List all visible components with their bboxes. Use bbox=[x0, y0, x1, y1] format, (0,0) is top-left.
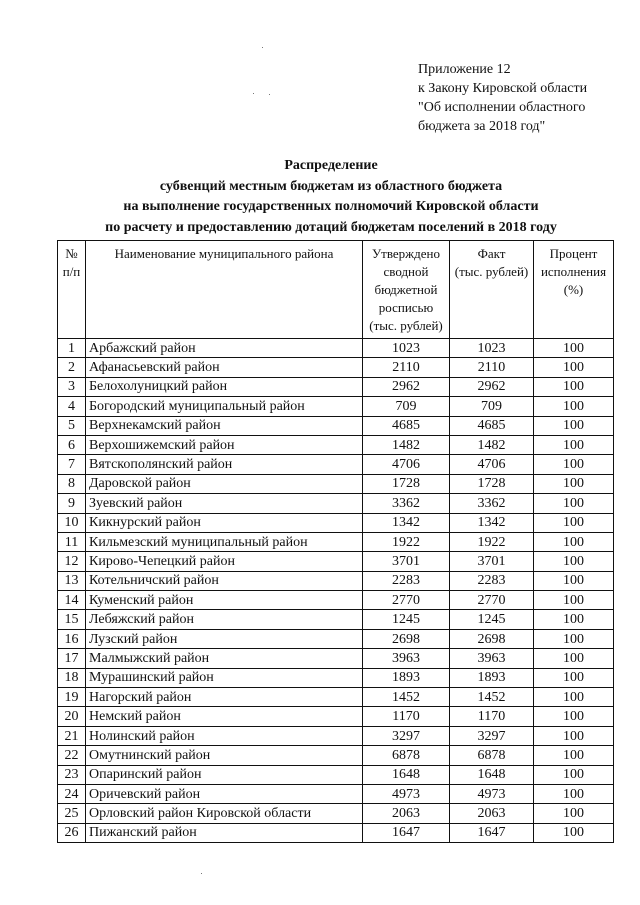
approved-amount: 1023 bbox=[363, 339, 450, 358]
row-number: 26 bbox=[58, 823, 86, 842]
header-line: Утверждено bbox=[371, 246, 441, 261]
distribution-table bbox=[57, 240, 614, 843]
table-row bbox=[58, 765, 614, 784]
approved-amount: 2770 bbox=[363, 591, 450, 610]
table-row bbox=[58, 823, 614, 842]
fact-amount: 1893 bbox=[450, 668, 534, 687]
header-district-name bbox=[86, 241, 363, 339]
header-line: (%) bbox=[563, 282, 584, 297]
row-number: 2 bbox=[58, 358, 86, 377]
district-name: Оричевский район bbox=[86, 784, 363, 803]
execution-percent: 100 bbox=[534, 358, 614, 377]
table-row bbox=[58, 571, 614, 590]
fact-amount: 2770 bbox=[450, 591, 534, 610]
header-line: (тыс. рублей) bbox=[454, 264, 529, 279]
fact-amount: 6878 bbox=[450, 746, 534, 765]
district-name: Орловский район Кировской области bbox=[86, 804, 363, 823]
district-name: Нолинский район bbox=[86, 726, 363, 745]
execution-percent: 100 bbox=[534, 688, 614, 707]
approved-amount: 2110 bbox=[363, 358, 450, 377]
approved-amount: 2283 bbox=[363, 571, 450, 590]
row-number: 15 bbox=[58, 610, 86, 629]
header-line: Факт bbox=[477, 246, 506, 261]
execution-percent: 100 bbox=[534, 532, 614, 551]
table-row bbox=[58, 746, 614, 765]
table-row bbox=[58, 532, 614, 551]
table-row bbox=[58, 455, 614, 474]
execution-percent: 100 bbox=[534, 416, 614, 435]
row-number: 13 bbox=[58, 571, 86, 590]
header-number bbox=[58, 241, 86, 339]
scan-speck bbox=[253, 93, 254, 94]
title-line: Распределение bbox=[284, 158, 378, 173]
approved-amount: 2962 bbox=[363, 377, 450, 396]
approved-amount: 3297 bbox=[363, 726, 450, 745]
scan-speck bbox=[201, 873, 202, 874]
fact-amount: 1245 bbox=[450, 610, 534, 629]
fact-amount: 4685 bbox=[450, 416, 534, 435]
header-line: Наименование муниципального района bbox=[114, 246, 334, 261]
district-name: Богородский муниципальный район bbox=[86, 397, 363, 416]
table-row bbox=[58, 649, 614, 668]
fact-amount: 2110 bbox=[450, 358, 534, 377]
execution-percent: 100 bbox=[534, 591, 614, 610]
table-row bbox=[58, 416, 614, 435]
approved-amount: 1170 bbox=[363, 707, 450, 726]
table-header-row bbox=[58, 241, 614, 339]
district-name: Немский район bbox=[86, 707, 363, 726]
district-name: Нагорский район bbox=[86, 688, 363, 707]
execution-percent: 100 bbox=[534, 610, 614, 629]
district-name: Лебяжский район bbox=[86, 610, 363, 629]
district-name: Котельничский район bbox=[86, 571, 363, 590]
table-row bbox=[58, 784, 614, 803]
district-name: Пижанский район bbox=[86, 823, 363, 842]
row-number: 16 bbox=[58, 629, 86, 648]
fact-amount: 3297 bbox=[450, 726, 534, 745]
table-row bbox=[58, 513, 614, 532]
header-line: сводной bbox=[383, 264, 429, 279]
fact-amount: 1647 bbox=[450, 823, 534, 842]
row-number: 21 bbox=[58, 726, 86, 745]
execution-percent: 100 bbox=[534, 765, 614, 784]
row-number: 10 bbox=[58, 513, 86, 532]
approved-amount: 709 bbox=[363, 397, 450, 416]
fact-amount: 3963 bbox=[450, 649, 534, 668]
row-number: 20 bbox=[58, 707, 86, 726]
row-number: 8 bbox=[58, 474, 86, 493]
row-number: 4 bbox=[58, 397, 86, 416]
appendix-block bbox=[418, 60, 587, 136]
row-number: 6 bbox=[58, 435, 86, 454]
row-number: 3 bbox=[58, 377, 86, 396]
row-number: 25 bbox=[58, 804, 86, 823]
approved-amount: 4706 bbox=[363, 455, 450, 474]
table-row bbox=[58, 397, 614, 416]
execution-percent: 100 bbox=[534, 746, 614, 765]
row-number: 11 bbox=[58, 532, 86, 551]
row-number: 5 bbox=[58, 416, 86, 435]
fact-amount: 2283 bbox=[450, 571, 534, 590]
district-name: Кильмезский муниципальный район bbox=[86, 532, 363, 551]
district-name: Омутнинский район bbox=[86, 746, 363, 765]
approved-amount: 1482 bbox=[363, 435, 450, 454]
district-name: Арбажский район bbox=[86, 339, 363, 358]
header-fact bbox=[450, 241, 534, 339]
row-number: 23 bbox=[58, 765, 86, 784]
row-number: 14 bbox=[58, 591, 86, 610]
district-name: Мурашинский район bbox=[86, 668, 363, 687]
execution-percent: 100 bbox=[534, 552, 614, 571]
approved-amount: 3362 bbox=[363, 494, 450, 513]
table-row bbox=[58, 707, 614, 726]
table-row bbox=[58, 688, 614, 707]
table-row bbox=[58, 494, 614, 513]
approved-amount: 1728 bbox=[363, 474, 450, 493]
execution-percent: 100 bbox=[534, 435, 614, 454]
table-row bbox=[58, 474, 614, 493]
district-name: Верхнекамский район bbox=[86, 416, 363, 435]
table-row bbox=[58, 804, 614, 823]
fact-amount: 1170 bbox=[450, 707, 534, 726]
district-name: Кирово-Чепецкий район bbox=[86, 552, 363, 571]
district-name: Малмыжский район bbox=[86, 649, 363, 668]
row-number: 12 bbox=[58, 552, 86, 571]
district-name: Зуевский район bbox=[86, 494, 363, 513]
approved-amount: 2698 bbox=[363, 629, 450, 648]
district-name: Вятскополянский район bbox=[86, 455, 363, 474]
execution-percent: 100 bbox=[534, 474, 614, 493]
execution-percent: 100 bbox=[534, 726, 614, 745]
fact-amount: 4706 bbox=[450, 455, 534, 474]
appendix-line: бюджета за 2018 год" bbox=[418, 119, 546, 134]
execution-percent: 100 bbox=[534, 649, 614, 668]
district-name: Лузский район bbox=[86, 629, 363, 648]
title-line: на выполнение государственных полномочий Кировской области bbox=[123, 199, 539, 214]
execution-percent: 100 bbox=[534, 804, 614, 823]
district-name: Белохолуницкий район bbox=[86, 377, 363, 396]
table-body bbox=[58, 339, 614, 843]
header-line: № bbox=[65, 246, 78, 261]
header-line: исполнения bbox=[540, 264, 607, 279]
row-number: 1 bbox=[58, 339, 86, 358]
fact-amount: 2063 bbox=[450, 804, 534, 823]
title-line: по расчету и предоставлению дотаций бюджетам поселений в 2018 году bbox=[105, 219, 557, 235]
approved-amount: 6878 bbox=[363, 746, 450, 765]
fact-amount: 1023 bbox=[450, 339, 534, 358]
row-number: 24 bbox=[58, 784, 86, 803]
table-row bbox=[58, 377, 614, 396]
approved-amount: 1893 bbox=[363, 668, 450, 687]
header-percent bbox=[534, 241, 614, 339]
approved-amount: 1648 bbox=[363, 765, 450, 784]
document-title bbox=[0, 156, 640, 238]
fact-amount: 2962 bbox=[450, 377, 534, 396]
header-line: Процент bbox=[549, 246, 598, 261]
scan-speck bbox=[269, 94, 270, 95]
appendix-line: Приложение 12 bbox=[418, 62, 511, 77]
execution-percent: 100 bbox=[534, 455, 614, 474]
district-name: Верхошижемский район bbox=[86, 435, 363, 454]
approved-amount: 4973 bbox=[363, 784, 450, 803]
district-name: Кикнурский район bbox=[86, 513, 363, 532]
title-line: субвенций местным бюджетам из областного бюджета bbox=[159, 178, 503, 194]
fact-amount: 1342 bbox=[450, 513, 534, 532]
district-name: Афанасьевский район bbox=[86, 358, 363, 377]
row-number: 9 bbox=[58, 494, 86, 513]
header-line: п/п bbox=[62, 264, 81, 279]
table-row bbox=[58, 610, 614, 629]
approved-amount: 1647 bbox=[363, 823, 450, 842]
header-line: бюджетной bbox=[374, 282, 438, 297]
fact-amount: 1482 bbox=[450, 435, 534, 454]
execution-percent: 100 bbox=[534, 823, 614, 842]
table-row bbox=[58, 358, 614, 377]
table-row bbox=[58, 629, 614, 648]
execution-percent: 100 bbox=[534, 339, 614, 358]
execution-percent: 100 bbox=[534, 668, 614, 687]
execution-percent: 100 bbox=[534, 571, 614, 590]
fact-amount: 2698 bbox=[450, 629, 534, 648]
fact-amount: 4973 bbox=[450, 784, 534, 803]
row-number: 7 bbox=[58, 455, 86, 474]
row-number: 22 bbox=[58, 746, 86, 765]
table-row bbox=[58, 339, 614, 358]
district-name: Куменский район bbox=[86, 591, 363, 610]
execution-percent: 100 bbox=[534, 494, 614, 513]
row-number: 19 bbox=[58, 688, 86, 707]
approved-amount: 2063 bbox=[363, 804, 450, 823]
approved-amount: 1342 bbox=[363, 513, 450, 532]
row-number: 18 bbox=[58, 668, 86, 687]
table-row bbox=[58, 591, 614, 610]
approved-amount: 1452 bbox=[363, 688, 450, 707]
appendix-line: "Об исполнении областного bbox=[418, 100, 586, 115]
approved-amount: 3963 bbox=[363, 649, 450, 668]
scan-speck bbox=[262, 47, 263, 48]
approved-amount: 1922 bbox=[363, 532, 450, 551]
table-row bbox=[58, 726, 614, 745]
execution-percent: 100 bbox=[534, 397, 614, 416]
approved-amount: 1245 bbox=[363, 610, 450, 629]
fact-amount: 1728 bbox=[450, 474, 534, 493]
fact-amount: 1452 bbox=[450, 688, 534, 707]
fact-amount: 3362 bbox=[450, 494, 534, 513]
fact-amount: 709 bbox=[450, 397, 534, 416]
district-name: Даровской район bbox=[86, 474, 363, 493]
execution-percent: 100 bbox=[534, 377, 614, 396]
execution-percent: 100 bbox=[534, 707, 614, 726]
fact-amount: 3701 bbox=[450, 552, 534, 571]
execution-percent: 100 bbox=[534, 513, 614, 532]
header-line: (тыс. рублей) bbox=[369, 318, 443, 333]
header-approved bbox=[363, 241, 450, 339]
approved-amount: 4685 bbox=[363, 416, 450, 435]
table-row bbox=[58, 435, 614, 454]
fact-amount: 1922 bbox=[450, 532, 534, 551]
table-row bbox=[58, 668, 614, 687]
header-line: росписью bbox=[378, 300, 434, 315]
execution-percent: 100 bbox=[534, 629, 614, 648]
row-number: 17 bbox=[58, 649, 86, 668]
appendix-line: к Закону Кировской области bbox=[418, 81, 588, 96]
approved-amount: 3701 bbox=[363, 552, 450, 571]
fact-amount: 1648 bbox=[450, 765, 534, 784]
district-name: Опаринский район bbox=[86, 765, 363, 784]
execution-percent: 100 bbox=[534, 784, 614, 803]
table-row bbox=[58, 552, 614, 571]
